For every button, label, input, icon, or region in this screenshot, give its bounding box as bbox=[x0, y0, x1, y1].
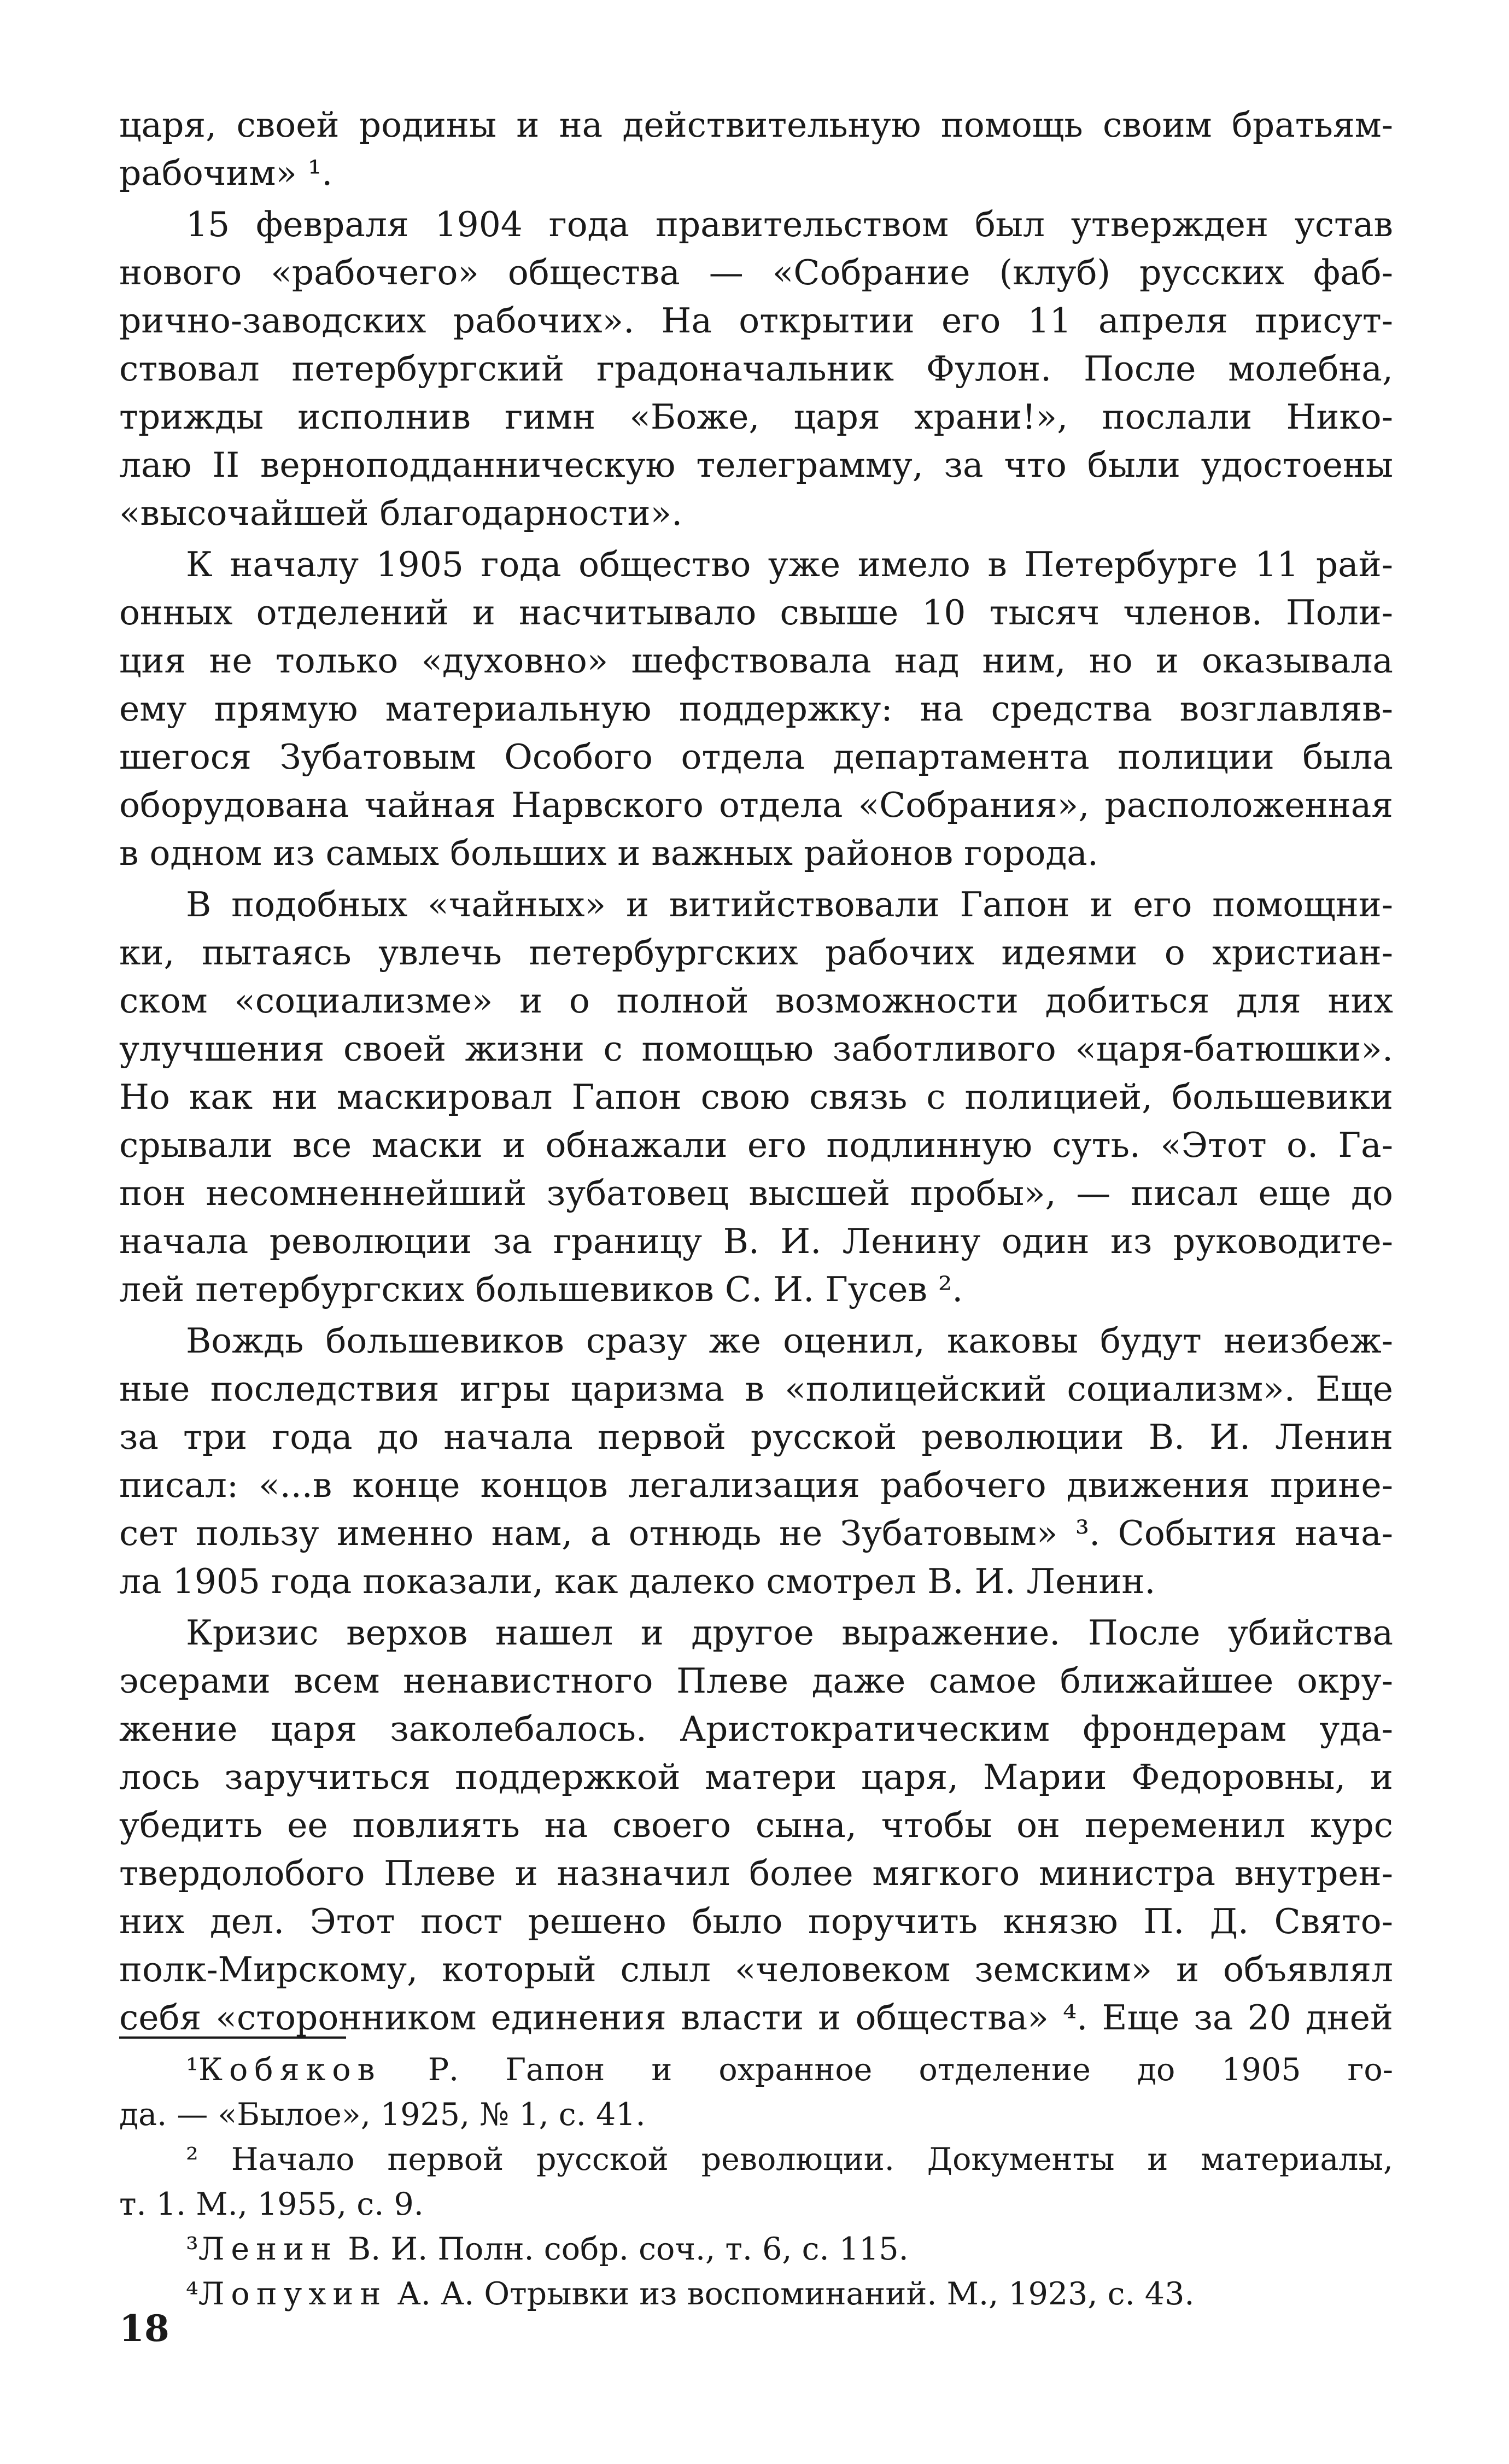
text-line: оборудована чайная Нарвского отдела «Собрания», расположенная bbox=[119, 785, 1393, 825]
text-line: них дел. Этот пост решено было поручить князю П. Д. Свято- bbox=[119, 1901, 1393, 1941]
text-line: эсерами всем ненавистного Плеве даже самое ближайшее окру- bbox=[119, 1661, 1393, 1701]
footnote-text: Р. Гапон и охранное отделение до 1905 го- bbox=[381, 2052, 1393, 2088]
paragraph bbox=[119, 201, 1393, 537]
footnote-line bbox=[119, 2227, 1393, 2272]
text-line: срывали все маски и обнажали его подлинную суть. «Этот о. Га- bbox=[119, 1125, 1393, 1165]
text-line: нового «рабочего» общества — «Собрание (клуб) русских фаб- bbox=[119, 253, 1393, 292]
page-number: 18 bbox=[119, 2307, 169, 2350]
text-line: в одном из самых больших и важных районов города. bbox=[119, 833, 1098, 873]
footnote-author: Ленин bbox=[198, 2231, 338, 2267]
text-line: ла 1905 года показали, как далеко смотрел В. И. Ленин. bbox=[119, 1561, 1156, 1601]
footnote-4 bbox=[119, 2272, 1393, 2316]
text-line: пон несомненнейший зубатовец высшей пробы», — писал еще до bbox=[119, 1173, 1393, 1213]
text-line: жение царя заколебалось. Аристократическим фрондерам уда- bbox=[119, 1709, 1393, 1749]
text-line: 15 февраля 1904 года правительством был утвержден устав bbox=[186, 204, 1393, 244]
text-line: ция не только «духовно» шефствовала над ним, но и оказывала bbox=[119, 641, 1393, 681]
paragraph bbox=[119, 1317, 1393, 1606]
footnote-line bbox=[119, 2272, 1393, 2316]
text-line: сет пользу именно нам, а отнюдь не Зубатовым» ³. События нача- bbox=[119, 1513, 1393, 1553]
footnotes bbox=[119, 2047, 1393, 2316]
footnote-3 bbox=[119, 2227, 1393, 2272]
footnote-2 bbox=[119, 2137, 1393, 2227]
text-line: ствовал петербургский градоначальник Фулон. После молебна, bbox=[119, 349, 1393, 389]
text-line: твердолобого Плеве и назначил более мягкого министра внутрен- bbox=[119, 1853, 1393, 1893]
paragraph bbox=[119, 541, 1393, 877]
paragraph bbox=[119, 1609, 1393, 2042]
footnote-line bbox=[119, 2137, 1393, 2182]
footnote-line: да. — «Былое», 1925, № 1, с. 41. bbox=[119, 2097, 646, 2133]
footnote-divider bbox=[119, 2036, 346, 2039]
text-line: К началу 1905 года общество уже имело в Петербурге 11 рай- bbox=[186, 545, 1393, 584]
text-line: рично-заводских рабочих». На открытии его 11 апреля присут- bbox=[119, 301, 1393, 341]
text-line: онных отделений и насчитывало свыше 10 тысяч членов. Поли- bbox=[119, 593, 1393, 633]
footnote-line: т. 1. М., 1955, с. 9. bbox=[119, 2186, 424, 2222]
paragraph bbox=[119, 881, 1393, 1314]
text-line: ные последствия игры царизма в «полицейский социализм». Еще bbox=[119, 1369, 1393, 1409]
footnote-text: А. А. Отрывки из воспоминаний. М., 1923, с. 43. bbox=[387, 2276, 1195, 2312]
text-line: «высочайшей благодарности». bbox=[119, 493, 683, 533]
footnote-line bbox=[119, 2047, 1393, 2092]
text-line: шегося Зубатовым Особого отдела департамента полиции была bbox=[119, 737, 1393, 777]
text-line: ки, пытаясь увлечь петербургских рабочих идеями о христиан- bbox=[119, 933, 1393, 973]
text-line: улучшения своей жизни с помощью заботливого «царя-батюшки». bbox=[119, 1029, 1393, 1069]
text-line: В подобных «чайных» и витийствовали Гапон и его помощни- bbox=[186, 885, 1393, 924]
footnote-author: Кобяков bbox=[198, 2052, 382, 2088]
paragraph bbox=[119, 101, 1393, 197]
text-line: Вождь большевиков сразу же оценил, каковы будут неизбеж- bbox=[186, 1321, 1393, 1361]
text-line: полк-Мирскому, который слыл «человеком земским» и объявлял bbox=[119, 1950, 1393, 1989]
text-line: лей петербургских большевиков С. И. Гусев ². bbox=[119, 1269, 963, 1309]
text-line: лось заручиться поддержкой матери царя, Марии Федоровны, и bbox=[119, 1757, 1393, 1797]
footnote-mark: ² bbox=[186, 2141, 198, 2178]
text-line: себя «сторонником единения власти и общества» ⁴. Еще за 20 дней bbox=[119, 1998, 1393, 2038]
footnote-text: Начало первой русской революции. Документы и материалы, bbox=[198, 2141, 1393, 2178]
footnote-mark: ³ bbox=[186, 2231, 198, 2267]
text-line: Кризис верхов нашел и другое выражение. После убийства bbox=[186, 1613, 1393, 1653]
text-line: убедить ее повлиять на своего сына, чтобы он переменил курс bbox=[119, 1805, 1393, 1845]
text-line: трижды исполнив гимн «Боже, царя храни!», послали Нико- bbox=[119, 397, 1393, 437]
text-line: царя, своей родины и на действительную помощь своим братьям- bbox=[119, 105, 1393, 145]
text-line: за три года до начала первой русской революции В. И. Ленин bbox=[119, 1417, 1393, 1457]
text-line: ему прямую материальную поддержку: на средства возглавляв- bbox=[119, 689, 1393, 729]
text-line: лаю II верноподданническую телеграмму, за что были удостоены bbox=[119, 445, 1393, 485]
text-line: начала революции за границу В. И. Ленину один из руководите- bbox=[119, 1221, 1393, 1261]
footnote-1 bbox=[119, 2047, 1393, 2137]
footnote-mark: ¹ bbox=[186, 2052, 198, 2088]
footnote-author: Лопухин bbox=[198, 2276, 388, 2312]
text-line: писал: «...в конце концов легализация рабочего движения прине- bbox=[119, 1465, 1393, 1505]
footnote-text: В. И. Полн. собр. соч., т. 6, с. 115. bbox=[338, 2231, 909, 2267]
text-line: ском «социализме» и о полной возможности добиться для них bbox=[119, 981, 1393, 1021]
main-text bbox=[119, 101, 1393, 2042]
text-line: рабочим» ¹. bbox=[119, 153, 333, 193]
footnote-mark: ⁴ bbox=[186, 2276, 198, 2312]
text-line: Но как ни маскировал Гапон свою связь с полицией, большевики bbox=[119, 1077, 1393, 1117]
